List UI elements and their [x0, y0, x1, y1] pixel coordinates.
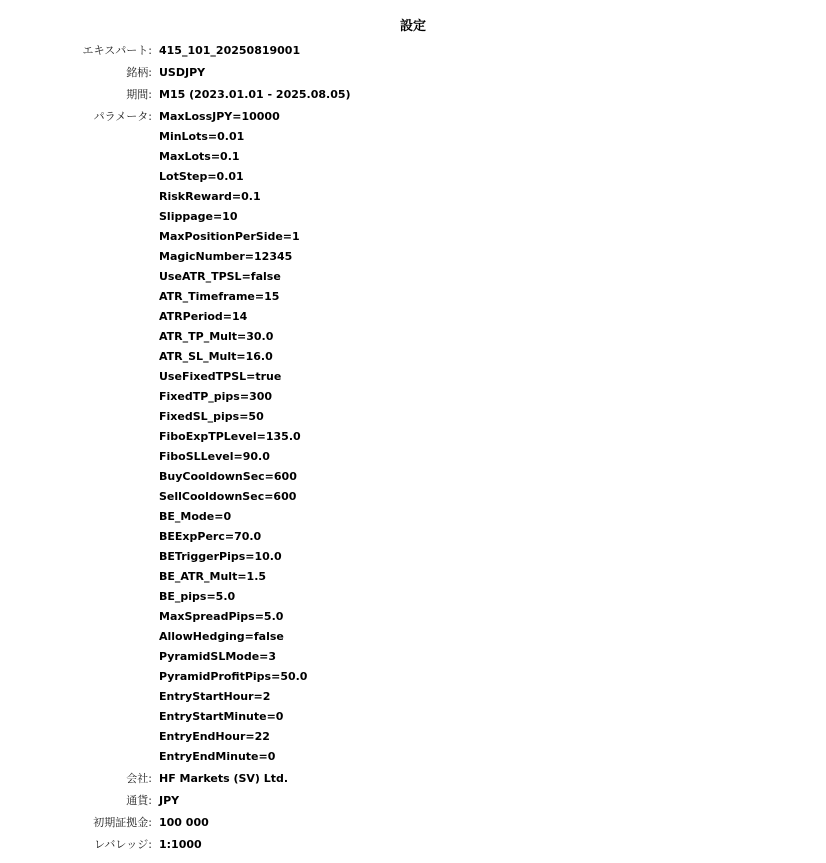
parameter-item: BuyCooldownSec=600	[159, 470, 297, 483]
parameter-item: ATR_Timeframe=15	[159, 290, 280, 303]
company-label: 会社:	[126, 772, 152, 785]
symbol-row	[0, 63, 826, 83]
period-row	[0, 85, 826, 105]
parameters-label: パラメータ:	[93, 110, 152, 123]
parameter-item: UseFixedTPSL=true	[159, 370, 282, 383]
expert-row	[0, 41, 826, 61]
parameter-item: BEExpPerc=70.0	[159, 530, 262, 543]
leverage-value: 1:1000	[159, 838, 202, 851]
deposit-value: 100 000	[159, 816, 209, 829]
expert-label: エキスパート:	[82, 44, 152, 57]
parameter-item: BE_ATR_Mult=1.5	[159, 570, 267, 583]
parameters-list	[0, 107, 826, 767]
currency-row	[0, 791, 826, 811]
expert-value: 415_101_20250819001	[159, 44, 301, 57]
leverage-row	[0, 835, 826, 855]
parameter-item: SellCooldownSec=600	[159, 490, 297, 503]
report-title: 設定	[399, 19, 426, 34]
parameter-item: MaxPositionPerSide=1	[159, 230, 300, 243]
parameter-item: EntryStartMinute=0	[159, 710, 284, 723]
leverage-label: レバレッジ:	[94, 838, 152, 851]
symbol-label: 銘柄:	[126, 66, 152, 79]
parameter-item: BE_Mode=0	[159, 510, 232, 523]
deposit-row	[0, 813, 826, 833]
parameter-item: PyramidSLMode=3	[159, 650, 277, 663]
parameter-item: MaxLossJPY=10000	[159, 110, 280, 123]
parameter-item: UseATR_TPSL=false	[159, 270, 281, 283]
parameter-item: EntryEndHour=22	[159, 730, 270, 743]
symbol-value: USDJPY	[159, 66, 206, 79]
company-value: HF Markets (SV) Ltd.	[159, 772, 289, 785]
currency-value: JPY	[159, 794, 180, 807]
period-label: 期間:	[126, 88, 152, 101]
parameter-item: Slippage=10	[159, 210, 238, 223]
period-value: M15 (2023.01.01 - 2025.08.05)	[159, 88, 351, 101]
parameter-item: BE_pips=5.0	[159, 590, 236, 603]
parameter-item: LotStep=0.01	[159, 170, 244, 183]
deposit-label: 初期証拠金:	[93, 816, 152, 829]
parameter-item: ATR_SL_Mult=16.0	[159, 350, 273, 363]
parameter-item: MaxLots=0.1	[159, 150, 240, 163]
parameter-item: EntryEndMinute=0	[159, 750, 276, 763]
parameter-item: FiboExpTPLevel=135.0	[159, 430, 301, 443]
parameter-item: FiboSLLevel=90.0	[159, 450, 270, 463]
currency-label: 通貨:	[126, 794, 152, 807]
parameter-item: PyramidProfitPips=50.0	[159, 670, 308, 683]
parameter-item: FixedTP_pips=300	[159, 390, 273, 403]
parameter-item: EntryStartHour=2	[159, 690, 271, 703]
parameter-item: MaxSpreadPips=5.0	[159, 610, 284, 623]
parameter-item: ATR_TP_Mult=30.0	[159, 330, 274, 343]
parameter-item: AllowHedging=false	[159, 630, 284, 643]
parameter-item: MagicNumber=12345	[159, 250, 293, 263]
parameter-item: FixedSL_pips=50	[159, 410, 264, 423]
company-row	[0, 769, 826, 789]
parameter-item: MinLots=0.01	[159, 130, 245, 143]
parameter-item: ATRPeriod=14	[159, 310, 248, 323]
parameter-item: RiskReward=0.1	[159, 190, 261, 203]
parameter-item: BETriggerPips=10.0	[159, 550, 282, 563]
